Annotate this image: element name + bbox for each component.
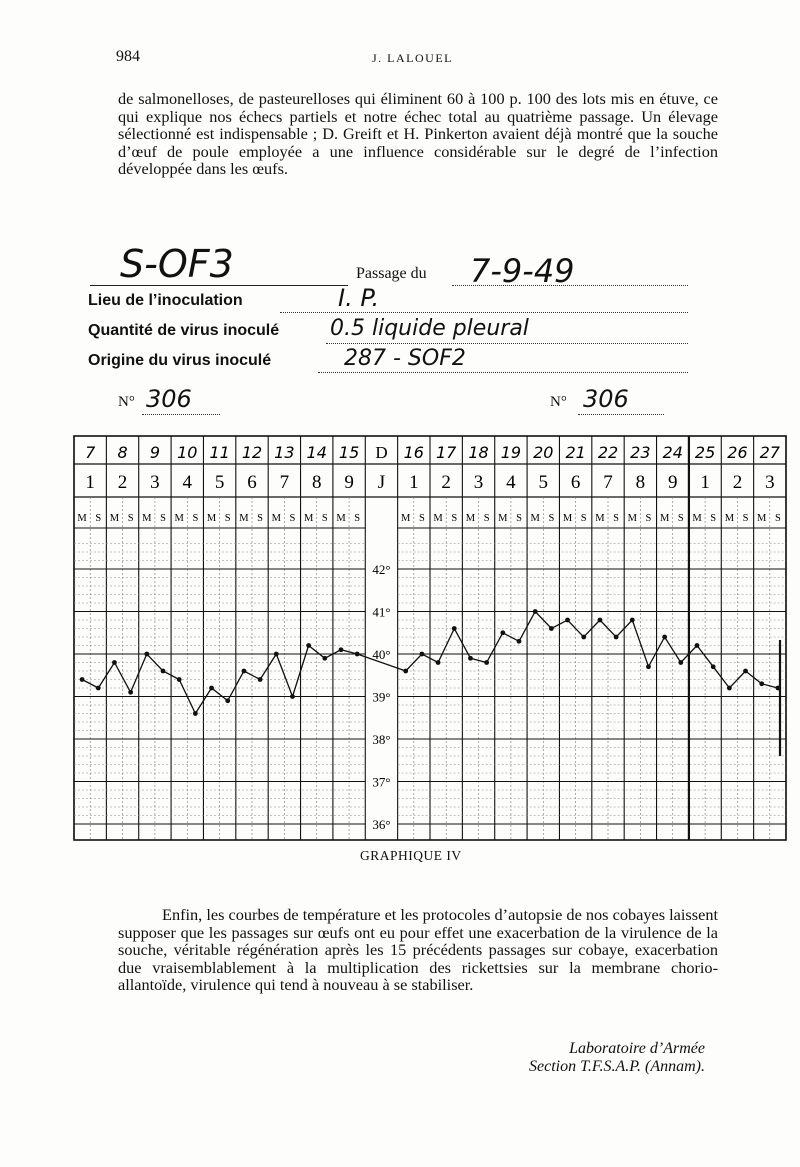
date-label: 18 — [468, 443, 489, 462]
temperature-point — [306, 643, 311, 648]
temperature-point — [678, 660, 683, 665]
half-day-label-s: S — [710, 513, 717, 524]
temperature-point — [468, 656, 473, 661]
half-day-label-s: S — [224, 513, 231, 524]
temperature-point — [322, 656, 327, 661]
half-day-label-m: M — [77, 513, 87, 524]
temperature-point — [290, 694, 295, 699]
half-day-label-s: S — [645, 513, 652, 524]
temperature-point — [112, 660, 117, 665]
temperature-point — [128, 690, 133, 695]
date-label: 7 — [85, 443, 96, 462]
y-tick-label: 38° — [372, 732, 391, 747]
half-day-label-m: M — [659, 513, 670, 524]
date-label: D — [375, 443, 388, 462]
quantite-label: Quantité de virus inoculé — [88, 322, 280, 339]
temperature-point — [614, 635, 619, 640]
half-day-label-s: S — [289, 513, 296, 524]
half-day-label-m: M — [530, 513, 540, 524]
day-index-label: 3 — [473, 472, 484, 493]
temperature-point — [565, 618, 570, 623]
half-day-label-m: M — [206, 513, 217, 524]
signature-line-1: Laboratoire d’Armée — [569, 1040, 705, 1057]
half-day-label-s: S — [613, 513, 620, 524]
day-index-label: 1 — [85, 472, 95, 493]
date-label: 9 — [149, 443, 161, 462]
no-value-left: 306 — [146, 385, 192, 413]
half-day-label-s: S — [354, 513, 361, 524]
half-day-label-m: M — [627, 513, 637, 524]
half-day-label-m: M — [433, 513, 443, 524]
temperature-point — [258, 677, 263, 682]
no-label-left: N° — [118, 394, 135, 410]
half-day-label-s: S — [257, 513, 264, 524]
strain-handwritten: S-OF3 — [120, 242, 234, 286]
temperature-point — [144, 652, 149, 657]
date-label: 10 — [177, 443, 198, 462]
temperature-point — [80, 677, 85, 682]
date-label: 17 — [436, 443, 457, 462]
date-label: 14 — [306, 443, 327, 462]
day-index-label: 5 — [538, 472, 549, 493]
signature-line-2: Section T.F.S.A.P. (Annam). — [529, 1058, 705, 1075]
half-day-label-s: S — [548, 513, 555, 524]
date-label: 26 — [727, 443, 748, 462]
temperature-point — [517, 639, 522, 644]
intro-paragraph: de salmonelloses, de pasteurelloses qui éliminent 60 à 100 p. 100 des lots mis en étuve, ce qui explique nos échecs partiels et notre échec total au quatrième passage. Un élevage sélectionné est indispensable ; D. Greift et H. Pinkerton avaient déjà montré que la souche d’œuf de poule employée a une influence considérable sur le degré de l’infection développée dans les œufs. — [118, 89, 718, 178]
temperature-point — [225, 698, 230, 703]
date-label: 25 — [694, 443, 716, 462]
date-label: 8 — [117, 443, 128, 462]
temperature-point — [743, 669, 748, 674]
day-index-label: 6 — [247, 472, 257, 493]
temperature-point — [581, 635, 586, 640]
temperature-point — [662, 635, 667, 640]
half-day-label-s: S — [160, 513, 166, 524]
lieu-handwritten: I. P. — [338, 284, 380, 312]
half-day-label-s: S — [418, 513, 425, 524]
temperature-point — [484, 660, 489, 665]
day-index-label: J — [377, 472, 386, 493]
half-day-label-m: M — [401, 513, 411, 524]
day-index-label: 8 — [635, 472, 646, 493]
temperature-point — [242, 669, 247, 674]
day-index-label: 3 — [765, 472, 775, 493]
temperature-point — [436, 660, 441, 665]
half-day-label-m: M — [595, 513, 605, 524]
temperature-point — [711, 664, 716, 669]
temperature-point — [500, 630, 505, 635]
date-label: 24 — [662, 443, 683, 462]
half-day-label-m: M — [271, 513, 281, 524]
half-day-label-s: S — [95, 513, 102, 524]
date-label: 23 — [630, 443, 651, 462]
day-index-label: 5 — [214, 472, 225, 493]
half-day-label-m: M — [336, 513, 346, 524]
date-label: 16 — [403, 443, 424, 462]
temperature-point — [355, 652, 360, 657]
temperature-point — [452, 626, 457, 631]
half-day-label-m: M — [303, 513, 314, 524]
y-tick-label: 40° — [372, 647, 391, 662]
temperature-point — [274, 652, 279, 657]
temperature-point — [339, 647, 344, 652]
half-day-label-s: S — [677, 513, 684, 524]
lieu-label: Lieu de l’inoculation — [88, 292, 243, 309]
day-index-label: 6 — [570, 472, 581, 493]
half-day-label-s: S — [192, 513, 199, 524]
date-label: 21 — [565, 443, 586, 462]
temperature-point — [598, 618, 603, 623]
half-day-label-m: M — [724, 513, 735, 524]
temperature-point — [193, 711, 198, 716]
day-index-label: 7 — [279, 472, 290, 493]
date-label: 20 — [533, 443, 554, 462]
half-day-label-s: S — [516, 513, 522, 524]
half-day-label-m: M — [692, 513, 702, 524]
half-day-label-m: M — [562, 513, 573, 524]
temperature-point — [646, 664, 651, 669]
chart-caption: GRAPHIQUE IV — [360, 848, 462, 863]
half-day-label-m: M — [498, 513, 508, 524]
origine-label: Origine du virus inoculé — [88, 352, 272, 369]
temperature-point — [420, 652, 425, 657]
half-day-label-m: M — [757, 513, 767, 524]
passage-date-handwritten: 7-9-49 — [470, 252, 575, 290]
temperature-point — [630, 618, 635, 623]
half-day-label-s: S — [451, 513, 458, 524]
half-day-label-s: S — [321, 513, 328, 524]
half-day-label-m: M — [109, 513, 120, 524]
temperature-point — [549, 626, 554, 631]
date-label: 13 — [274, 443, 295, 462]
date-label: 15 — [338, 443, 360, 462]
conclusion-paragraph: Enfin, les courbes de température et les protocoles d’autopsie de nos cobayes laissent supposer que les passages sur œufs ont eu pour effet une exacerbation de la virulence de la souche, véritable régénération après les 15 précédents passages sur cobaye, exacerbation due vraisemblablement à la multiplication des rickettsies sur la membrane chorio-allantoïde, virulence qui tend à nouveau à se stabiliser. — [118, 905, 718, 994]
day-index-label: 1 — [409, 472, 419, 493]
date-label: 22 — [597, 443, 619, 462]
temperature-point — [403, 669, 408, 674]
day-index-label: 4 — [182, 472, 193, 493]
temperature-point — [695, 643, 700, 648]
no-value-right: 306 — [583, 385, 629, 413]
day-index-label: 7 — [603, 472, 613, 493]
half-day-label-m: M — [465, 513, 476, 524]
y-tick-label: 36° — [372, 817, 391, 832]
origine-handwritten: 287 - SOF2 — [344, 346, 466, 371]
half-day-label-m: M — [174, 513, 184, 524]
running-head-author: J. LALOUEL — [372, 51, 453, 65]
day-index-label: 4 — [506, 472, 516, 493]
day-index-label: 9 — [667, 472, 678, 493]
day-index-label: 1 — [700, 472, 710, 493]
half-day-label-s: S — [483, 513, 490, 524]
half-day-label-m: M — [239, 513, 249, 524]
temperature-point — [759, 681, 764, 686]
date-label: 27 — [759, 443, 780, 462]
y-tick-label: 41° — [372, 604, 391, 620]
half-day-label-s: S — [742, 513, 749, 524]
temperature-point — [209, 686, 214, 691]
quantite-handwritten: 0.5 liquide pleural — [330, 316, 529, 341]
no-label-right: N° — [550, 394, 567, 410]
temperature-point — [727, 686, 732, 691]
day-index-label: 8 — [311, 472, 322, 493]
date-label: 12 — [241, 443, 263, 462]
day-index-label: 2 — [441, 472, 451, 493]
passage-label: Passage du — [356, 265, 427, 282]
y-tick-label: 39° — [372, 689, 391, 705]
y-tick-label: 42° — [372, 562, 391, 577]
page-number: 984 — [116, 48, 140, 65]
half-day-label-s: S — [774, 513, 781, 524]
date-label: 19 — [500, 443, 522, 462]
temperature-point — [161, 669, 166, 674]
day-index-label: 2 — [117, 472, 128, 493]
y-tick-label: 37° — [372, 774, 391, 790]
day-index-label: 2 — [732, 472, 743, 493]
temperature-point — [533, 609, 538, 614]
half-day-label-m: M — [142, 513, 152, 524]
day-index-label: 3 — [150, 472, 160, 493]
half-day-label-s: S — [127, 513, 134, 524]
date-label: 11 — [209, 443, 230, 462]
half-day-label-s: S — [580, 513, 587, 524]
day-index-label: 9 — [344, 472, 354, 493]
temperature-point — [177, 677, 182, 682]
temperature-point — [96, 686, 101, 691]
